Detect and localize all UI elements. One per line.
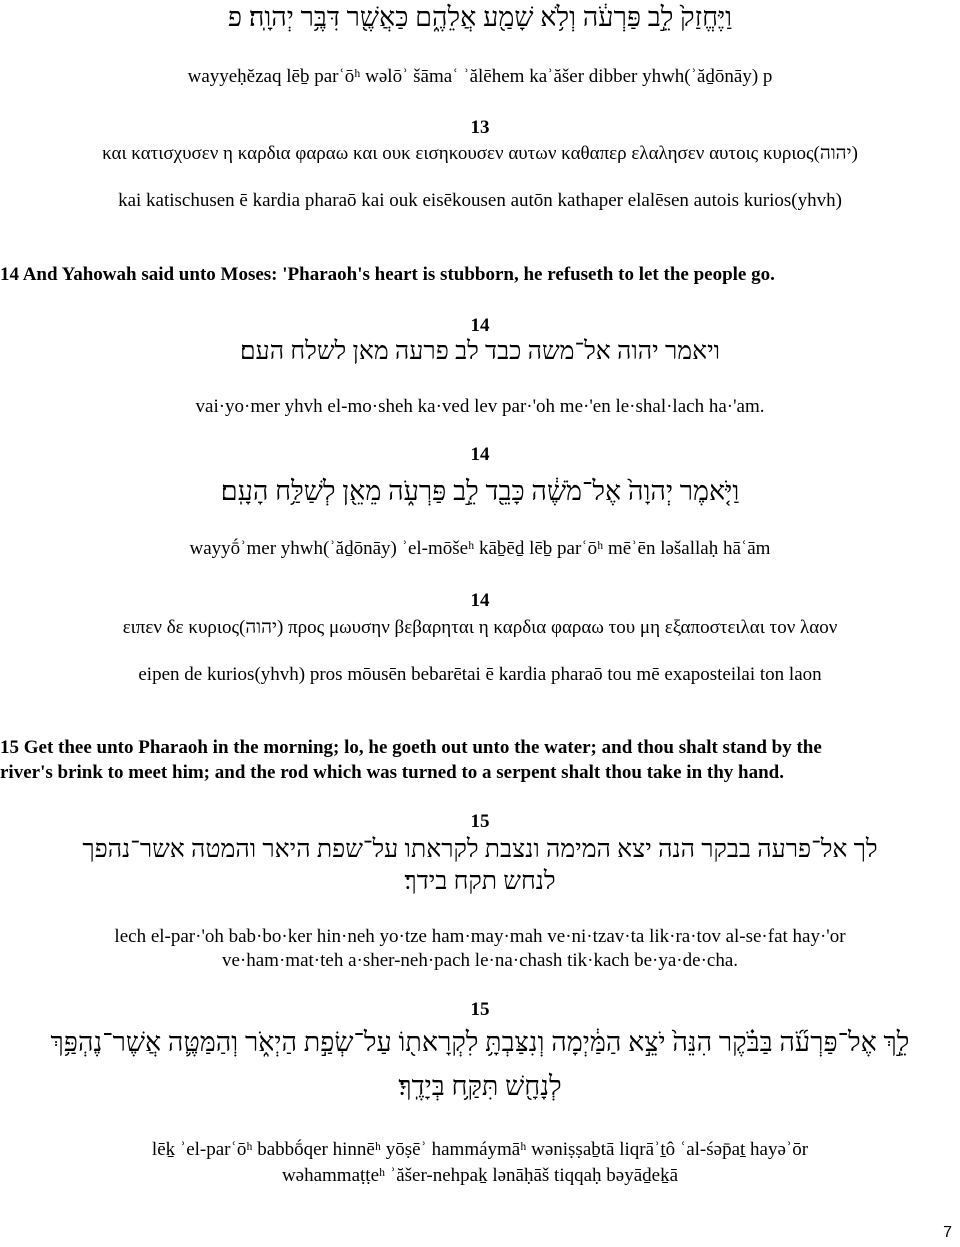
greek-line: και κατισχυσεν η καρδια φαραω και ουκ εισηκουσεν αυτων καθαπερ ελαλησεν αυτοις κυριος(יהוה) [102,143,858,164]
transliteration-line: wayyeḥĕzaq lēḇ parʿōʰ wəlōʾ šāmaʿ ʾălēhem kaʾăšer dibber yhwh(ʾăḏōnāy) p [187,66,773,87]
hebrew-plain-line: לך אל־פרעה בבקר הנה יצא המימה ונצבת לקראתו על־שפת היאר והמטה אשר־נהפך [82,836,878,863]
page-number: 7 [943,1224,952,1241]
transliteration-line: wayyṓʾmer yhwh(ʾăḏōnāy) ʾel-mōšeʰ kāḇēḏ lēḇ parʿōʰ mēʾēn ləšallaḥ hāʿām [189,538,771,559]
hebrew-pointed-line: לֵ֣ךְ אֶל־פַּרְעֹ֞ה בַּבֹּ֗קֶר הִנֵּה֙ יֹצֵ֣א הַמַּ֔יְמָה וְנִצַּבְתָּ֥ לִקְרָאת֖וֹ עַל־שְׂפַ֣ת הַיְאֹ֑ר וְהַמַּטֶּ֛ה אֲשֶׁר־נֶהְפַּ֥ךְ [50,1027,910,1057]
verse-number: 14 [470,315,490,336]
hebrew-plain-line: ויאמר יהוה אל־משה כבד לב פרעה מאן לשלח העם׃ [239,338,721,365]
greek-transliteration-line: eipen de kurios(yhvh) pros mōusēn bebarētai ē kardia pharaō tou mē exaposteilai ton laon [138,664,822,685]
verse-number: 15 [470,999,490,1020]
verse-number: 14 [470,590,490,611]
greek-transliteration-line: kai katischusen ē kardia pharaō kai ouk eisēkousen autōn kathaper elalēsen autois kurios(yhvh) [118,190,842,211]
english-verse-line: 15 Get thee unto Pharaoh in the morning; lo, he goeth out unto the water; and thou shalt stand by the [0,737,822,758]
pronunciation-line: lech el-par·'oh bab·bo·ker hin·neh yo·tze ham·may·mah ve·ni·tzav·ta lik·ra·tov al-se·fat hay·'or [114,926,846,947]
pronunciation-line: vai·yo·mer yhvh el-mo·sheh ka·ved lev par·'oh me·'en le·shal·lach ha·'am. [195,396,765,417]
hebrew-pointed-line: וַיֶּחֱזַק֙ לֵ֣ב פַּרְעֹ֔ה וְלֹ֥א שָׁמַ֖ע אֲלֵהֶ֑ם כַּאֲשֶׁ֖ר דִּבֶּ֥ר יְהוָֽה׃ פ [227,2,733,32]
english-verse-line: 14 And Yahowah said unto Moses: 'Pharaoh's heart is stubborn, he refuseth to let the people go. [0,264,775,285]
hebrew-plain-line: לנחש תקח בידך׃ [404,868,556,895]
english-verse-line: river's brink to meet him; and the rod which was turned to a serpent shalt thou take in thy hand. [0,762,784,783]
verse-number: 14 [470,444,490,465]
hebrew-pointed-line: לְנָחָ֖שׁ תִּקַּ֥ח בְּיָדֶֽךָ׃ [398,1071,562,1101]
transliteration-line: lēḵ ʾel-parʿōʰ babbṓqer hinnēʰ yōṣēʾ hammáymāʰ wəniṣṣaḇtā liqrāʾṯô ʿal-śəp̄aṯ hayəʾōr [151,1139,809,1160]
verse-number: 13 [470,117,490,138]
hebrew-pointed-line: וַיֹּ֤אמֶר יְהוָה֙ אֶל־מֹשֶׁ֔ה כָּבֵ֖ד לֵ֣ב פַּרְעֹ֑ה מֵאֵ֖ן לְשַׁלַּ֥ח הָעָֽם׃ [220,476,740,506]
transliteration-line: wəhammaṭṭeʰ ʾăšer-nehpaḵ lənāḥāš tiqqaḥ bəyāḏeḵā [281,1165,679,1186]
pronunciation-line: ve·ham·mat·teh a·sher-neh·pach le·na·chash tik·kach be·ya·de·cha. [221,950,739,971]
greek-line: ειπεν δε κυριος(יהוה) προς μωυσην βεβαρηται η καρδια φαραω του μη εξαποστειλαι τον λαον [122,617,838,638]
verse-number: 15 [470,811,490,832]
